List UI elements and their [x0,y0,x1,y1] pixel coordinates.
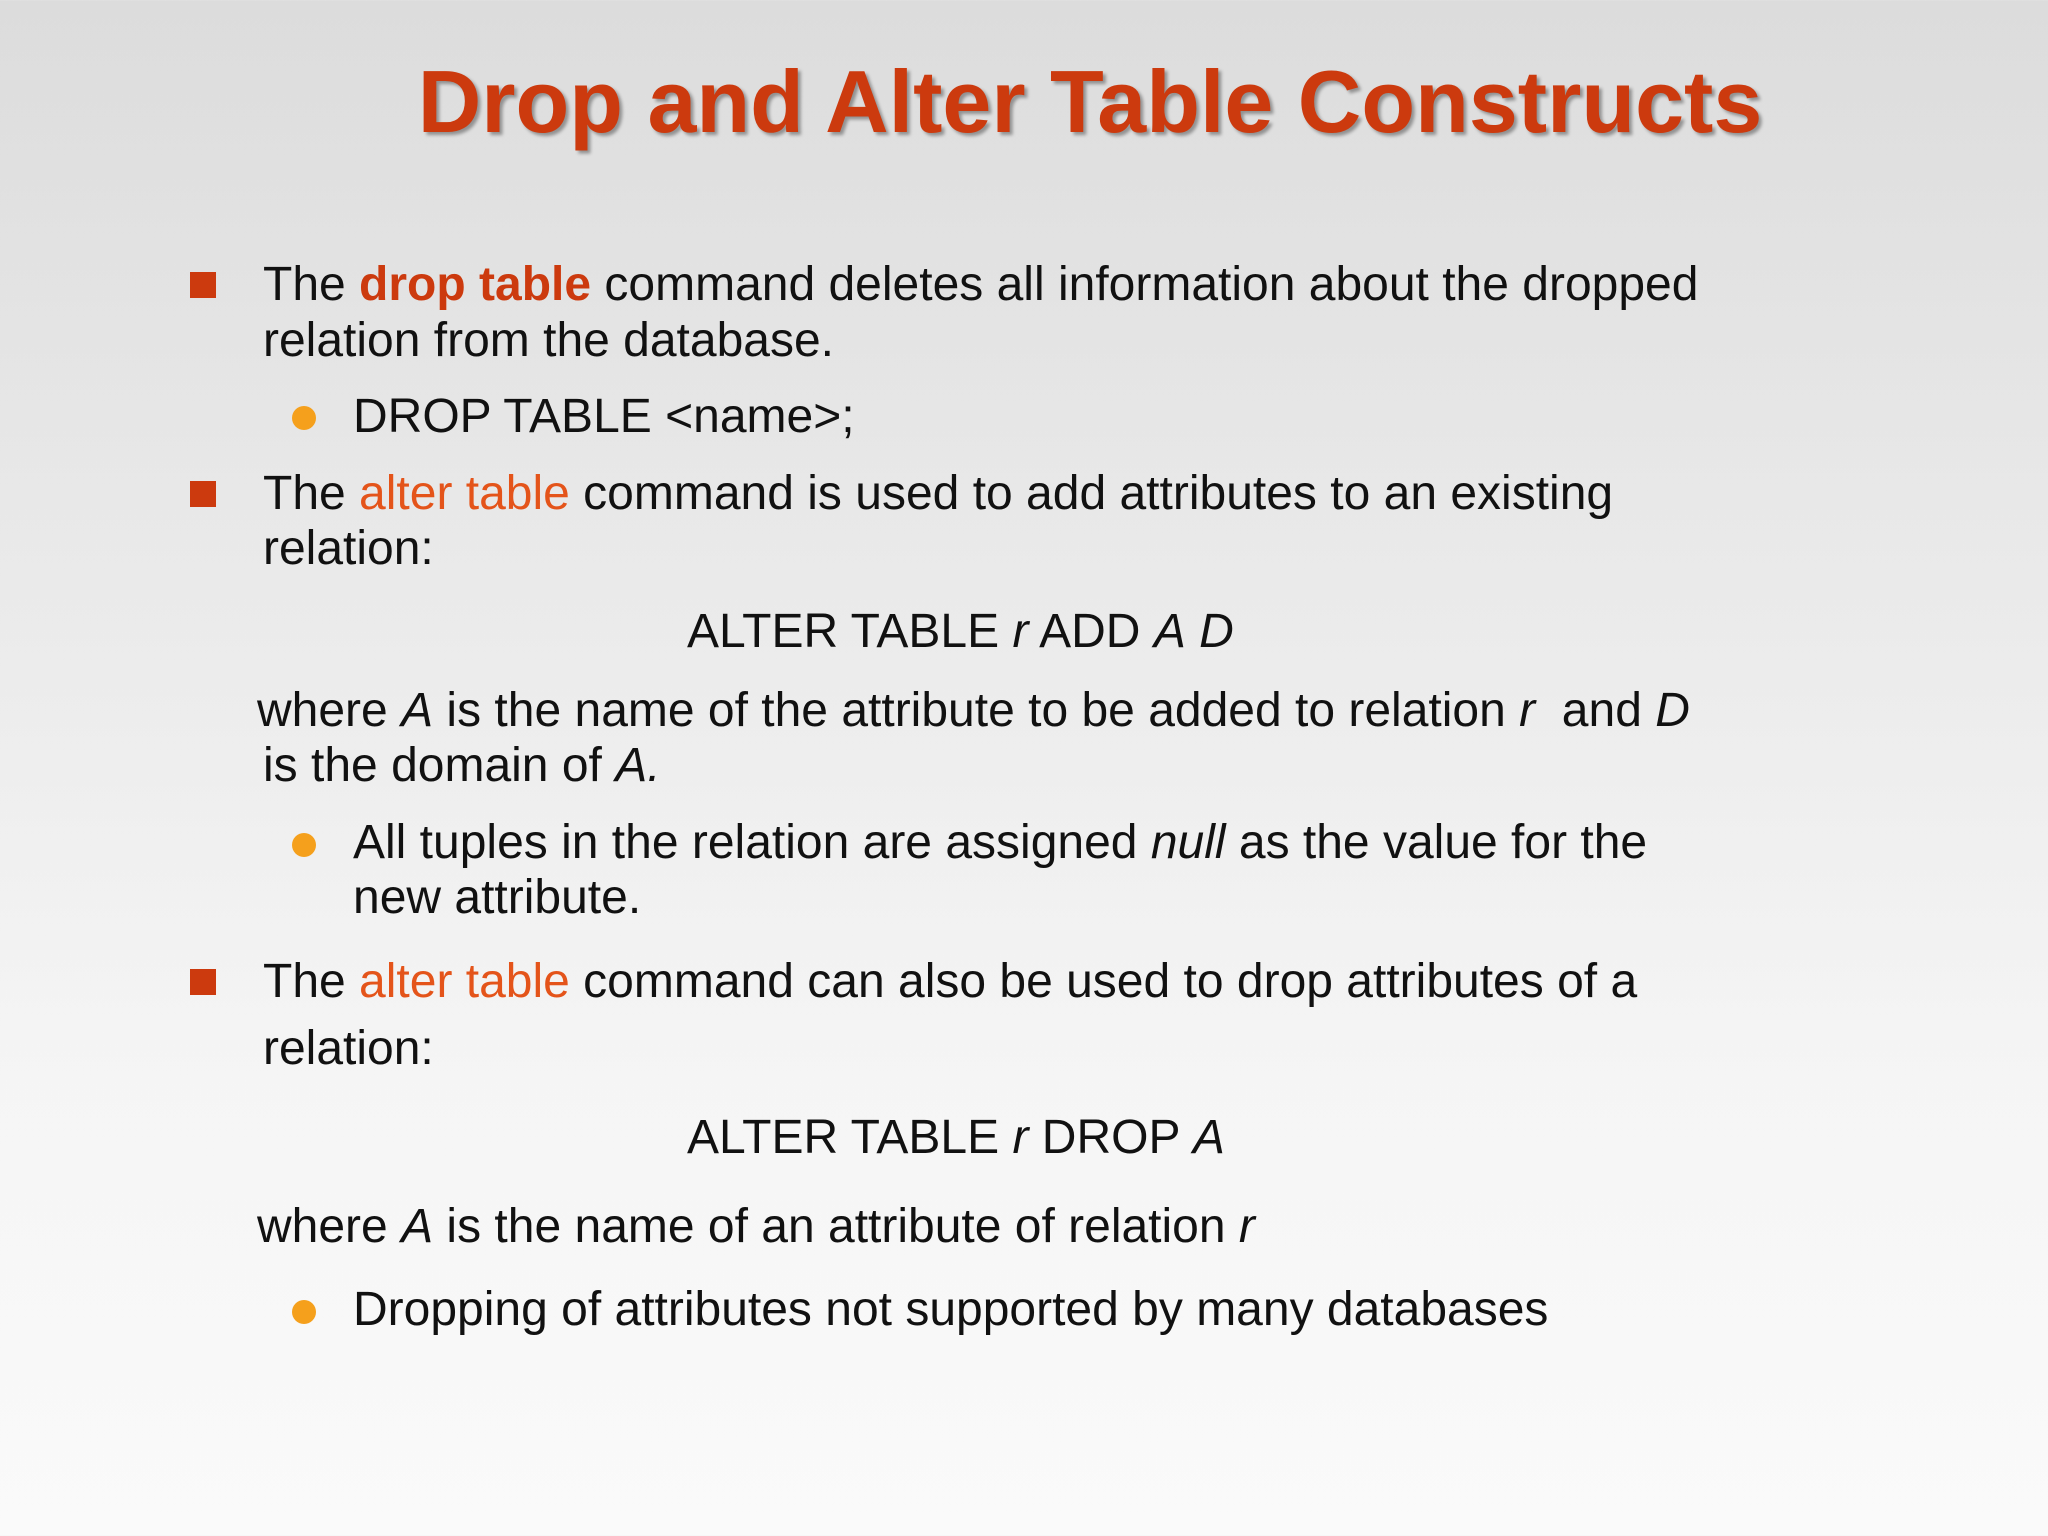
syntax-add-text-3 [1186,605,1199,658]
bullet-2-pre: The [263,467,360,520]
syntax-drop-text-1: ALTER TABLE [687,1111,1013,1164]
syntax-add-text-2: ADD [1028,605,1154,658]
where-add-text-2: is the name of the attribute to be added to relation [433,684,1520,737]
where-add-relation: r [1519,684,1536,737]
bullet-3-line-2: relation: [263,1022,434,1075]
where-drop-line [257,1199,1255,1255]
slide-title: Drop and Alter Table Constructs [417,52,1763,151]
alter-add-syntax [687,604,1234,660]
sub-bullet-2-null: null [1150,816,1226,869]
bullet-2-line-2: relation: [263,522,434,575]
bullet-1-line-1 [263,257,1698,313]
bullet-3-keyword: alter table [359,955,570,1008]
bullet-1-keyword: drop table [359,258,592,311]
where-add-line-2 [263,738,661,794]
sub-bullet-3: Dropping of attributes not supported by many databases [353,1283,1549,1336]
where-drop-attribute: A [401,1200,434,1253]
where-drop-relation: r [1238,1200,1255,1253]
syntax-add-attribute: A [1153,605,1186,658]
bullet-1-post: command deletes all information about the dropped [591,258,1699,311]
square-bullet-icon [190,481,216,507]
where-add-text-3: and [1535,684,1656,737]
syntax-add-relation: r [1012,605,1029,658]
where-add-domain: D [1655,684,1690,737]
alter-drop-syntax [687,1110,1225,1166]
sub-bullet-2-line-2: new attribute. [353,871,642,924]
bullet-1-pre: The [263,258,360,311]
square-bullet-icon [190,969,216,995]
where-add-line2-attribute: A. [615,739,661,792]
round-bullet-icon [292,833,316,857]
where-add-attribute: A [401,684,434,737]
bullet-2-post: command is used to add attributes to an existing [569,467,1614,520]
where-add-text-1: where [257,684,402,737]
bullet-2-keyword: alter table [359,467,570,520]
bullet-3-pre: The [263,955,360,1008]
syntax-add-text-1: ALTER TABLE [687,605,1013,658]
bullet-2-line-1 [263,466,1613,522]
bullet-1-line-2: relation from the database. [263,314,835,367]
round-bullet-icon [292,406,316,430]
where-drop-text-1: where [257,1200,402,1253]
bullet-3-line-1 [263,954,1637,1010]
syntax-add-domain: D [1199,605,1234,658]
where-add-line-1 [257,683,1690,739]
square-bullet-icon [190,272,216,298]
round-bullet-icon [292,1300,316,1324]
sub-bullet-1: DROP TABLE <name>; [353,390,855,443]
sub-bullet-2-line-1 [353,815,1647,871]
sub-bullet-2-text-2: as the value for the [1225,816,1648,869]
sub-bullet-2-text-1: All tuples in the relation are assigned [353,816,1151,869]
syntax-drop-attribute: A [1192,1111,1225,1164]
where-add-line2-text: is the domain of [263,739,616,792]
where-drop-text-2: is the name of an attribute of relation [433,1200,1239,1253]
syntax-drop-relation: r [1012,1111,1029,1164]
syntax-drop-text-2: DROP [1028,1111,1193,1164]
bullet-3-post: command can also be used to drop attributes of a [569,955,1638,1008]
